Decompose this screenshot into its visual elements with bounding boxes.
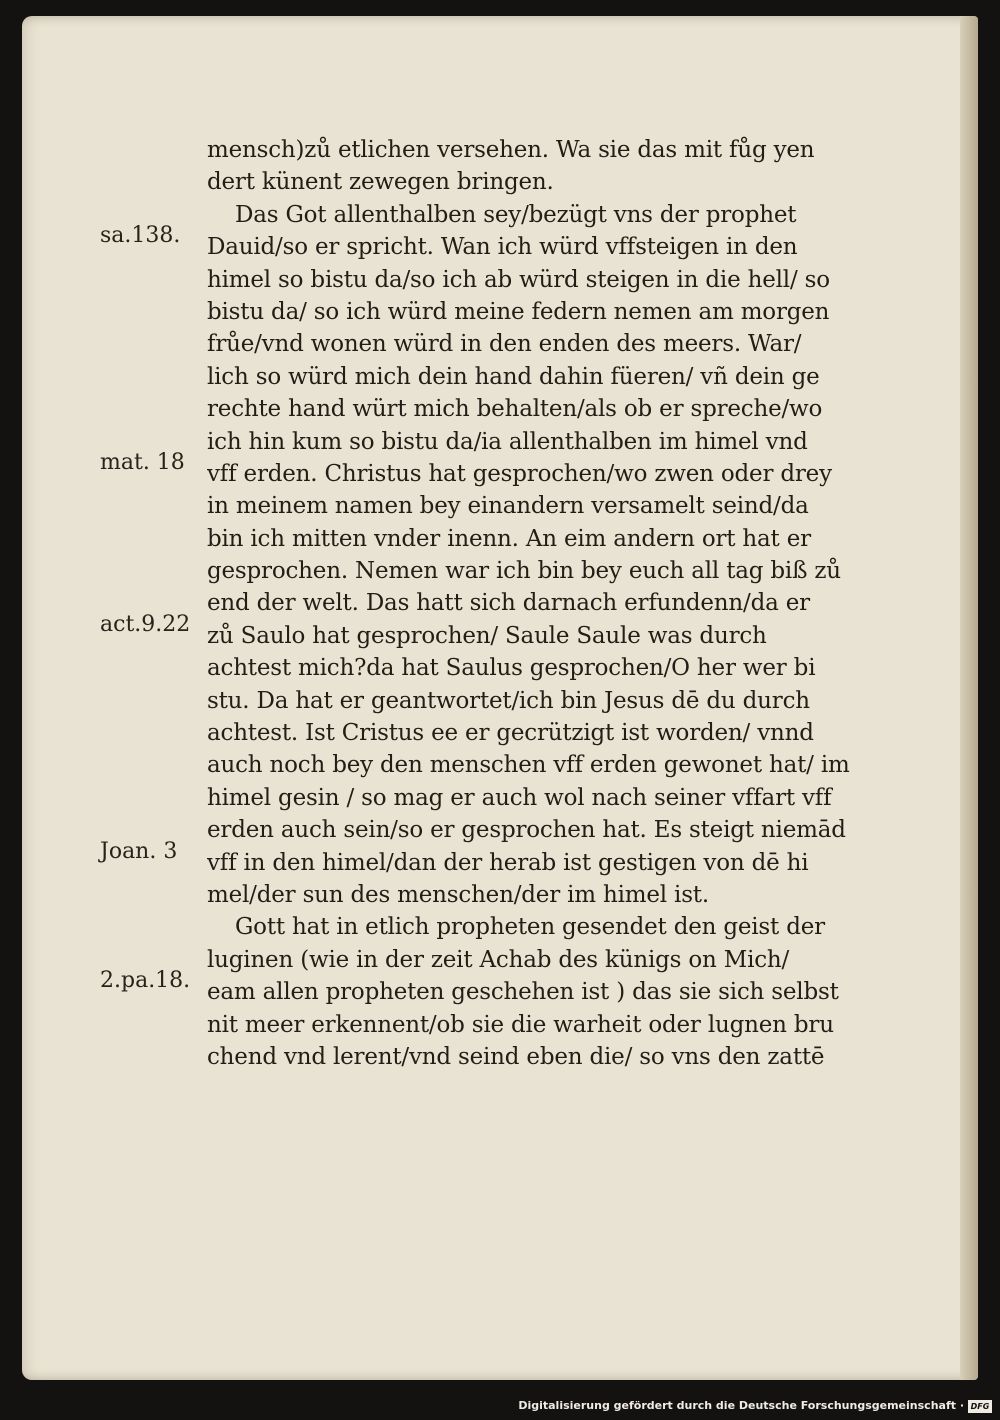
text-line: achtest mich?da hat Saulus gesprochen/O her wer bi bbox=[207, 655, 816, 682]
text-line: gesprochen. Nemen war ich bin bey euch all tag biß zů bbox=[207, 558, 841, 585]
margin-note: act.9.22 bbox=[100, 612, 191, 637]
book-page bbox=[22, 16, 978, 1380]
page-spine-shadow bbox=[960, 16, 978, 1380]
text-line: zů Saulo hat gesprochen/ Saule Saule was durch bbox=[207, 622, 767, 649]
main-text-block bbox=[207, 134, 907, 1073]
footer-bar bbox=[0, 1380, 1000, 1420]
text-line: chend vnd lerent/vnd seind eben die/ so vns den zattē bbox=[207, 1043, 825, 1070]
text-line: luginen (wie in der zeit Achab des künigs on Mich/ bbox=[207, 946, 790, 973]
margin-note: 2.pa.18. bbox=[100, 968, 191, 994]
text-line: Das Got allenthalben sey/bezügt vns der prophet bbox=[235, 201, 797, 228]
text-line: dert künent zewegen bringen. bbox=[207, 169, 554, 196]
text-line: bin ich mitten vnder inenn. An eim andern ort hat er bbox=[207, 525, 811, 552]
text-line: auch noch bey den menschen vff erden gewonet hat/ im bbox=[207, 752, 850, 779]
text-line: Dauid/so er spricht. Wan ich würd vffsteigen in den bbox=[207, 234, 798, 261]
text-line: himel so bistu da/so ich ab würd steigen in die hell/ so bbox=[207, 266, 830, 293]
text-line: erden auch sein/so er gesprochen hat. Es steigt niemād bbox=[207, 817, 846, 844]
text-line: bistu da/ so ich würd meine federn nemen am morgen bbox=[207, 298, 830, 325]
text-line: nit meer erkennent/ob sie die warheit oder lugnen bru bbox=[207, 1011, 834, 1038]
text-line: achtest. Ist Cristus ee er gecrützigt ist worden/ vnnd bbox=[207, 720, 814, 747]
text-line: rechte hand würt mich behalten/als ob er spreche/wo bbox=[207, 396, 823, 423]
text-line: vff in den himel/dan der herab ist gestigen von dē hi bbox=[207, 849, 809, 876]
text-line: himel gesin / so mag er auch wol nach seiner vffart vff bbox=[207, 784, 832, 811]
margin-note: sa.138. bbox=[100, 223, 181, 249]
text-line: in meinem namen bey einandern versamelt seind/da bbox=[207, 493, 809, 520]
text-line: ich hin kum so bistu da/ia allenthalben im himel vnd bbox=[207, 428, 808, 455]
text-line: Gott hat in etlich propheten gesendet den geist der bbox=[235, 914, 825, 941]
text-line: vff erden. Christus hat gesprochen/wo zwen oder drey bbox=[207, 460, 832, 487]
text-line: frůe/vnd wonen würd in den enden des meers. War/ bbox=[207, 331, 802, 358]
text-line: mel/der sun des menschen/der im himel ist. bbox=[207, 881, 709, 908]
text-line: eam allen propheten geschehen ist ) das sie sich selbst bbox=[207, 979, 839, 1006]
text-line: stu. Da hat er geantwortet/ich bin Jesus dē du durch bbox=[207, 687, 810, 714]
margin-note: Joan. 3 bbox=[100, 838, 178, 864]
funding-credit: Digitalisierung gefördert durch die Deutsche Forschungsgemeinschaft · bbox=[518, 1399, 964, 1412]
margin-note: mat. 18 bbox=[100, 450, 185, 475]
dfg-logo: DFG bbox=[968, 1400, 992, 1413]
text-line: mensch)zů etlichen versehen. Wa sie das mit fůg yen bbox=[207, 137, 815, 163]
text-line: lich so würd mich dein hand dahin füeren/ vñ dein ge bbox=[207, 363, 820, 390]
text-line: end der welt. Das hatt sich darnach erfundenn/da er bbox=[207, 590, 810, 617]
